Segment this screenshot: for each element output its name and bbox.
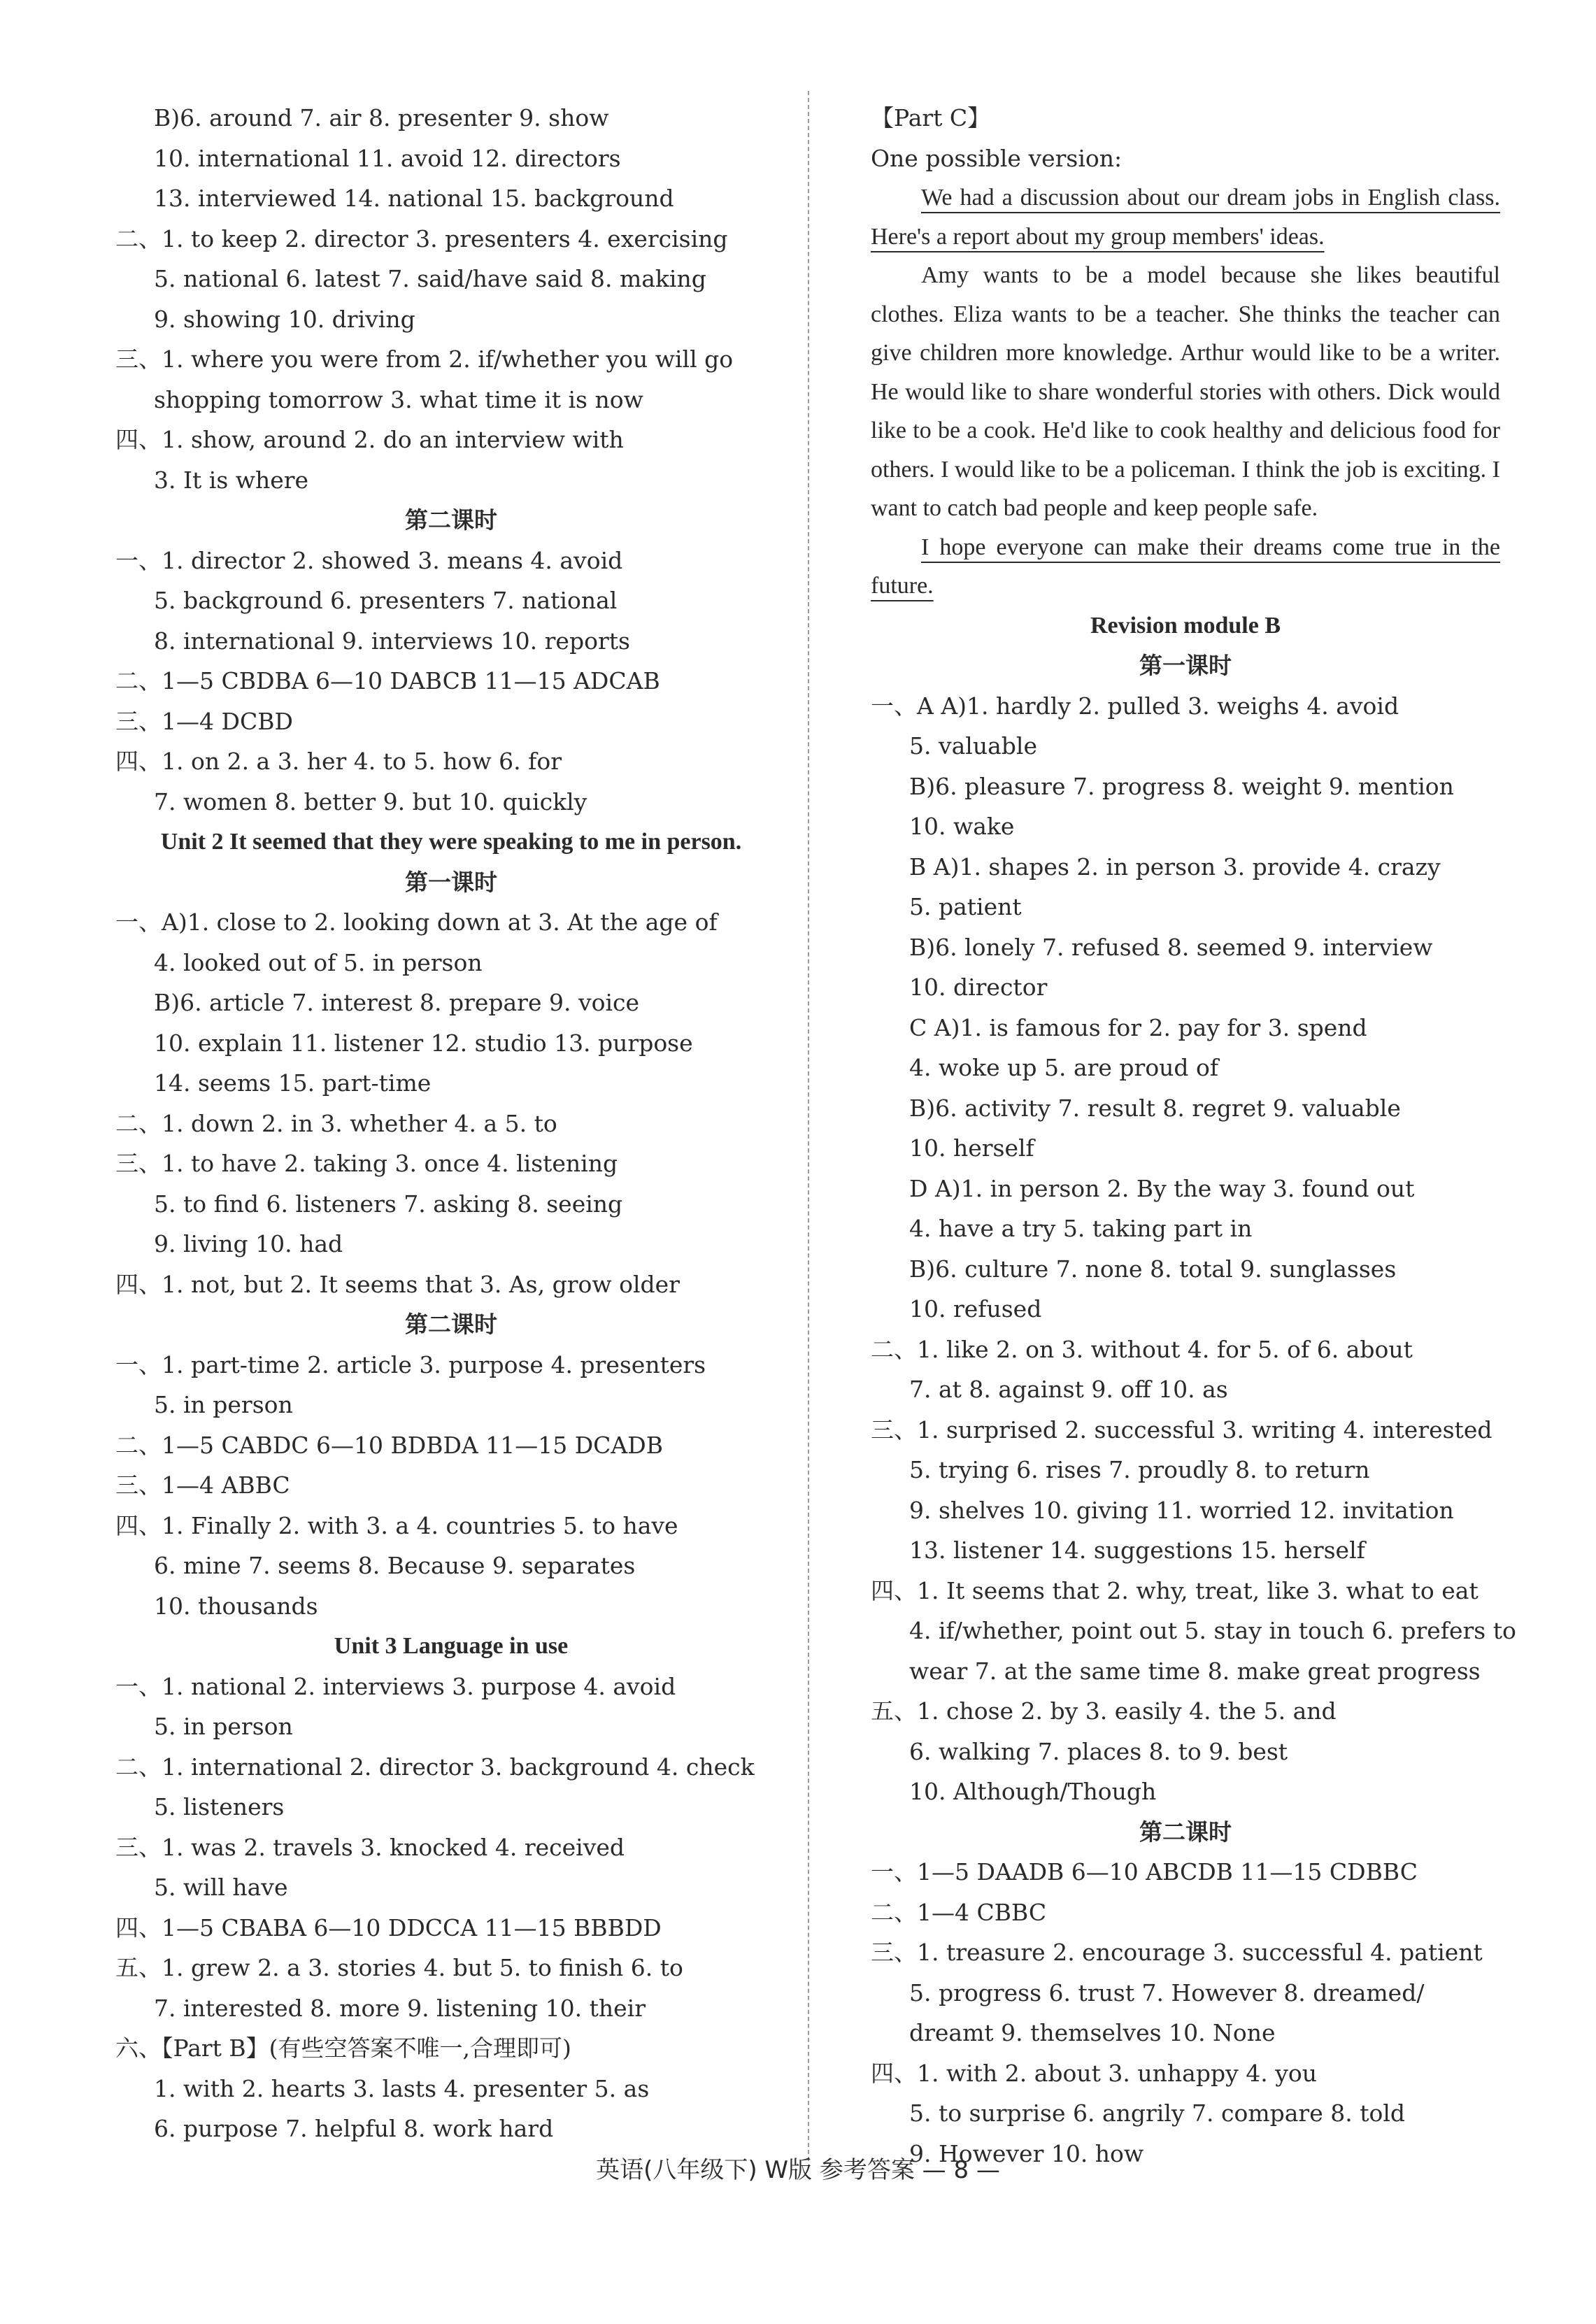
answer-line: 4. looked out of 5. in person (154, 948, 483, 976)
section-heading: 第二课时 (1139, 1818, 1232, 1846)
part-c-subtitle: One possible version: (871, 144, 1123, 172)
answer-line: 二、1—5 CABDC 6—10 BDBDA 11—15 DCADB (115, 1431, 663, 1459)
answer-line: 四、1. show, around 2. do an interview with (115, 426, 624, 453)
answer-line: 5. trying 6. rises 7. proudly 8. to return (909, 1456, 1370, 1483)
answer-line: dreamt 9. themselves 10. None (909, 2019, 1276, 2046)
answer-line: B)6. activity 7. result 8. regret 9. valuable (909, 1094, 1401, 1122)
answer-line: 9. living 10. had (154, 1230, 343, 1257)
answer-line: 二、1—5 CBDBA 6—10 DABCB 11—15 ADCAB (115, 667, 660, 694)
answer-line: 13. interviewed 14. national 15. background (154, 185, 674, 212)
answer-line: 三、1. to have 2. taking 3. once 4. listening (115, 1150, 618, 1177)
answer-line: 二、1—4 CBBC (871, 1898, 1047, 1926)
part-c-paragraph-1-text: We had a discussion about our dream jobs in English class. Here's a report about my group members' ideas. (871, 185, 1500, 250)
answer-line: 三、1—4 ABBC (115, 1471, 290, 1499)
part-c-paragraph-1 (871, 178, 1500, 256)
right-column (871, 98, 1516, 2174)
answer-line: 三、1. surprised 2. successful 3. writing 4. interested (871, 1416, 1492, 1443)
section-heading: 第二课时 (405, 506, 497, 534)
answer-line: 五、1. grew 2. a 3. stories 4. but 5. to finish 6. to (115, 1954, 683, 1981)
answer-line: 7. at 8. against 9. off 10. as (909, 1376, 1228, 1403)
section-heading: 第二课时 (405, 1311, 497, 1338)
answer-line: 3. It is where (154, 466, 309, 494)
page-footer: 英语(八年级下) W版 参考答案 — 8 — (596, 2156, 1000, 2184)
answer-line: 二、1. like 2. on 3. without 4. for 5. of 6. about (871, 1335, 1413, 1363)
answer-line: B)6. around 7. air 8. presenter 9. show (154, 104, 609, 131)
answer-line: 5. to find 6. listeners 7. asking 8. seeing (154, 1190, 623, 1218)
answer-line: 4. woke up 5. are proud of (909, 1054, 1219, 1081)
answer-line: 5. listeners (154, 1793, 285, 1820)
answer-line: 一、A)1. close to 2. looking down at 3. At the age of (115, 908, 718, 936)
answer-line: 5. patient (909, 893, 1022, 920)
answer-line: 一、1. director 2. showed 3. means 4. avoid (115, 546, 623, 574)
answer-line: 14. seems 15. part-time (154, 1069, 432, 1097)
answer-line: 三、1. where you were from 2. if/whether you will go (115, 345, 734, 373)
unit-heading: Unit 2 It seemed that they were speaking to me in person. (160, 829, 742, 855)
answer-line: 8. international 9. interviews 10. reports (154, 627, 630, 655)
answer-line: 四、1—5 CBABA 6—10 DDCCA 11—15 BBBDD (115, 1913, 662, 1941)
answer-line: 10. Although/Though (909, 1778, 1157, 1805)
answer-line: 三、1. was 2. travels 3. knocked 4. received (115, 1833, 625, 1861)
answer-line: 一、A A)1. hardly 2. pulled 3. weighs 4. avoid (871, 692, 1399, 720)
answer-line: D A)1. in person 2. By the way 3. found out (909, 1174, 1415, 1202)
answer-line: 一、1. part-time 2. article 3. purpose 4. presenters (115, 1350, 706, 1378)
answer-line: 4. have a try 5. taking part in (909, 1215, 1253, 1242)
answer-line: 9. shelves 10. giving 11. worried 12. invitation (909, 1496, 1454, 1524)
answer-line: 13. listener 14. suggestions 15. herself (909, 1537, 1365, 1564)
answer-line: wear 7. at the same time 8. make great progress (909, 1657, 1481, 1685)
revision-module-b (871, 606, 1516, 2174)
answer-line: 6. walking 7. places 8. to 9. best (909, 1737, 1288, 1765)
answer-line: 10. international 11. avoid 12. directors (154, 144, 621, 172)
answer-line: B)6. lonely 7. refused 8. seemed 9. interview (909, 933, 1433, 961)
answer-line: 三、1—4 DCBD (115, 707, 293, 735)
answer-line: 一、1—5 DAADB 6—10 ABCDB 11—15 CDBBC (871, 1858, 1418, 1885)
section-heading: 第一课时 (1139, 652, 1232, 679)
answer-line: 二、1. to keep 2. director 3. presenters 4. exercising (115, 224, 728, 252)
answer-line: B)6. pleasure 7. progress 8. weight 9. mention (909, 772, 1454, 800)
part-c-paragraph-2: Amy wants to be a model because she likes beautiful clothes. Eliza wants to be a teacher. She thinks the teacher can give children more knowledge. Arthur would like to be a writer. He would like to share wonderful stories with others. Dick would like to be a cook. He'd like to cook healthy and delicious food for others. I would like to be a policeman. I think the job is exciting. I want to catch bad people and keep people safe. (871, 262, 1500, 521)
answer-line: 5. in person (154, 1391, 293, 1418)
answer-line: 四、1. It seems that 2. why, treat, like 3. what to eat (871, 1576, 1479, 1604)
answer-line: 二、1. down 2. in 3. whether 4. a 5. to (115, 1109, 557, 1137)
answer-line: 6. purpose 7. helpful 8. work hard (154, 2115, 554, 2142)
answer-line: 5. in person (154, 1713, 293, 1740)
answer-line: 四、1. not, but 2. It seems that 3. As, grow older (115, 1270, 680, 1298)
answer-line: 三、1. treasure 2. encourage 3. successful 4. patient (871, 1939, 1483, 1966)
answer-line: 四、1. Finally 2. with 3. a 4. countries 5. to have (115, 1511, 678, 1539)
answer-line: 1. with 2. hearts 3. lasts 4. presenter 5. as (154, 2074, 650, 2102)
answer-line: 7. interested 8. more 9. listening 10. their (154, 1994, 646, 2022)
answer-line: 一、1. national 2. interviews 3. purpose 4. avoid (115, 1672, 676, 1700)
answer-line: 5. will have (154, 1874, 288, 1901)
answer-line: 9. showing 10. driving (154, 305, 415, 333)
answer-line: B)6. article 7. interest 8. prepare 9. voice (154, 989, 640, 1016)
part-c-block (871, 98, 1500, 606)
answer-line: 9. However 10. how (909, 2139, 1144, 2167)
part-c-title: 【Part C】 (871, 104, 991, 131)
answer-line: 四、1. on 2. a 3. her 4. to 5. how 6. for (115, 748, 562, 775)
answer-line: 5. national 6. latest 7. said/have said 8. making (154, 265, 706, 292)
answer-line: 10. wake (909, 813, 1015, 840)
answer-line: 10. director (909, 974, 1048, 1001)
answer-line: 四、1. with 2. about 3. unhappy 4. you (871, 2059, 1317, 2087)
answer-line: shopping tomorrow 3. what time it is now (154, 385, 643, 413)
left-column (115, 98, 787, 2149)
answer-line: 10. thousands (154, 1592, 318, 1620)
unit-heading: Unit 3 Language in use (334, 1633, 569, 1659)
unit-heading: Revision module B (1090, 612, 1281, 639)
answer-line: 6. mine 7. seems 8. Because 9. separates (154, 1552, 636, 1579)
answer-line: 10. explain 11. listener 12. studio 13. purpose (154, 1029, 693, 1057)
answer-line: 5. progress 6. trust 7. However 8. dreamed/ (909, 1979, 1425, 2006)
column-divider (808, 91, 809, 2161)
answer-line: B A)1. shapes 2. in person 3. provide 4. crazy (909, 853, 1441, 881)
answer-line: 5. background 6. presenters 7. national (154, 587, 618, 614)
answer-line: 5. valuable (909, 732, 1037, 760)
section-heading: 第一课时 (405, 868, 497, 896)
part-c-paragraph-3-text: I hope everyone can make their dreams come true in the future. (871, 534, 1500, 599)
answer-line: B)6. culture 7. none 8. total 9. sunglasses (909, 1255, 1397, 1283)
answer-line: 10. herself (909, 1134, 1034, 1162)
part-c-paragraph-3 (871, 528, 1500, 606)
answer-line: 10. refused (909, 1295, 1042, 1323)
answer-line: 二、1. international 2. director 3. background 4. check (115, 1753, 755, 1781)
answer-line: 5. to surprise 6. angrily 7. compare 8. told (909, 2100, 1406, 2127)
answer-line: 7. women 8. better 9. but 10. quickly (154, 787, 587, 815)
answer-line: C A)1. is famous for 2. pay for 3. spend (909, 1013, 1367, 1041)
answer-line: 六、【Part B】(有些空答案不唯一,合理即可) (115, 2034, 571, 2062)
answer-line: 4. if/whether, point out 5. stay in touch 6. prefers to (909, 1617, 1516, 1644)
answer-line: 五、1. chose 2. by 3. easily 4. the 5. and (871, 1697, 1337, 1725)
